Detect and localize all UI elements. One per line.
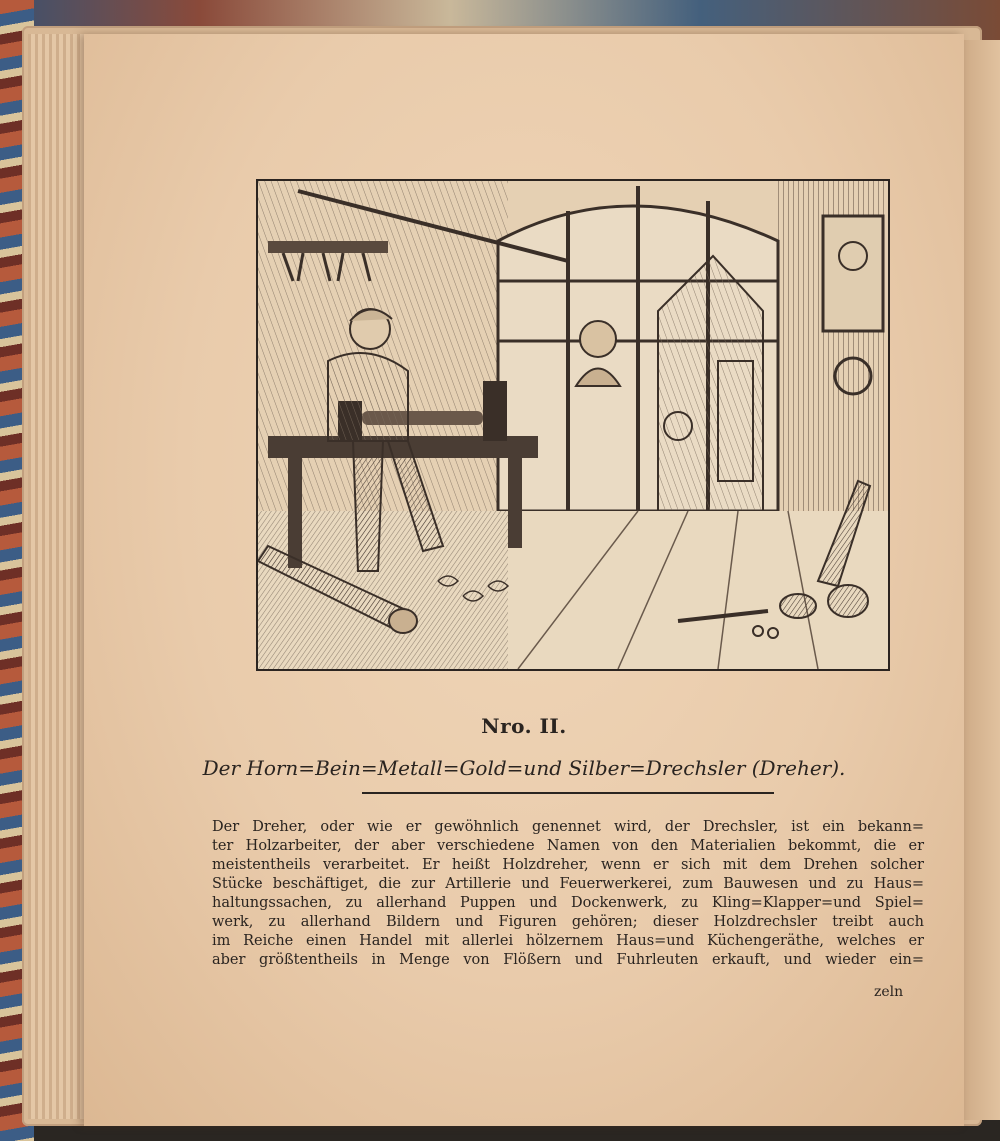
text-line: werk, zu allerhand Bildern und Figuren gehören; dieser Holzdrechsler treibt auch [212,914,924,930]
body-paragraph [212,818,924,970]
book-page [84,34,964,1126]
plate-number: Nro. II. [481,714,567,738]
facing-page-edge [964,40,1000,1120]
catchword: zeln [874,984,904,1000]
text-line: ter Holzarbeiter, der aber verschiedene Namen von den Materialien bekommt, die er [212,838,924,854]
text-line: im Reiche einen Handel mit allerlei hölzernem Haus=und Küchengeräthe, welches er [212,933,924,949]
text-line: haltungssachen, zu allerhand Puppen und Dockenwerk, zu Kling=Klapper=und Spiel= [212,895,924,911]
title-underline [362,792,774,794]
text-line: Stücke beschäftiget, die zur Artillerie und Feuerwerkerei, zum Bauwesen und zu Haus= [212,876,924,892]
chapter-title: Der Horn=Bein=Metall=Gold=und Silber=Drechsler (Dreher). [202,756,846,780]
engraving-plate [256,179,890,671]
text-line: aber größtentheils in Menge von Flößern und Fuhrleuten erkauft, und wieder ein= [212,952,924,968]
text-line: Der Dreher, oder wie er gewöhnlich genennet wird, der Drechsler, ist ein bekann= [212,819,924,835]
text-line: meistentheils verarbeitet. Er heißt Holzdreher, wenn er sich mit dem Drehen solcher [212,857,924,873]
turner-workshop-engraving [258,181,888,669]
